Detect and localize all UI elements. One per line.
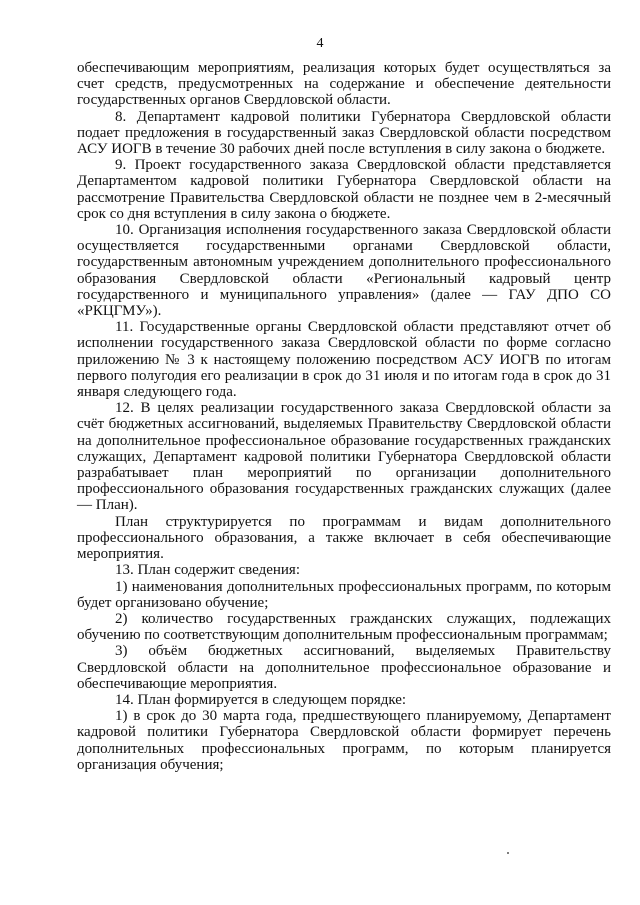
paragraph-item-12: 12. В целях реализации государственного заказа Свердловской области за счёт бюджетных ассигнований, выделяемых Правительству Свердловской области на дополнительное профессиональное образование государственных гражданских служащих, Департамент кадровой политики Губернатора Свердловской области разрабатывает план мероприятий по организации дополнительного профессионального образования государственных гражданских служащих (далее — План). xyxy=(77,400,611,514)
paragraph-item-14: 14. План формируется в следующем порядке: xyxy=(115,691,407,708)
paragraph-continuation: обеспечивающим мероприятиям, реализация которых будет осуществляться за счет средств, предусмотренных на содержание и обеспечение деятельности государственных органов Свердловской области. xyxy=(77,60,611,109)
paragraph-item-14-1: 1) в срок до 30 марта года, предшествующего планируемому, Департамент кадровой политики Губернатора Свердловской области формирует перечень дополнительных профессиональных программ, по которым планируется организация обучения; xyxy=(77,708,611,773)
scan-speck xyxy=(507,852,509,854)
paragraph-item-11: 11. Государственные органы Свердловской области представляют отчет об исполнении государственного заказа Свердловской области по форме согласно приложению № 3 к настоящему положению посредством АСУ ИОГВ по итогам первого полугодия его реализации в срок до 31 июля и по итогам года в срок до 31 января следующего года. xyxy=(77,319,611,401)
paragraph-item-13: 13. План содержит сведения: xyxy=(115,562,300,579)
page-number: 4 xyxy=(316,36,324,51)
paragraph-item-13-1: 1) наименования дополнительных профессиональных программ, по которым будет организовано обучение; xyxy=(77,578,611,611)
paragraph-item-8: 8. Департамент кадровой политики Губернатора Свердловской области подает предложения в государственный заказ Свердловской области посредством АСУ ИОГВ в течение 30 рабочих дней после вступления в силу закона о бюджете. xyxy=(77,108,611,158)
document-body xyxy=(77,60,611,773)
paragraph-plan-structure: План структурируется по программам и видам дополнительного профессионального образования, а также включает в себя обеспечивающие мероприятия. xyxy=(77,513,611,563)
paragraph-item-10: 10. Организация исполнения государственного заказа Свердловской области осуществляется государственными органами Свердловской области, государственным автономным учреждением дополнительного профессионального образования Свердловской области «Региональный кадровый центр государственного и муниципального управления» (далее — ГАУ ДПО СО «РКЦГМУ»). xyxy=(77,222,611,320)
paragraph-item-9: 9. Проект государственного заказа Свердловской области представляется Департаментом кадровой политики Губернатора Свердловской области на рассмотрение Правительства Свердловской области не позднее чем в 2-месячный срок со дня вступления в силу закона о бюджете. xyxy=(77,157,611,222)
paragraph-item-13-3: 3) объём бюджетных ассигнований, выделяемых Правительству Свердловской области на дополнительное профессиональное образование и обеспечивающие мероприятия. xyxy=(77,643,611,692)
paragraph-item-13-2: 2) количество государственных гражданских служащих, подлежащих обучению по соответствующим дополнительным профессиональным программам; xyxy=(77,610,611,644)
